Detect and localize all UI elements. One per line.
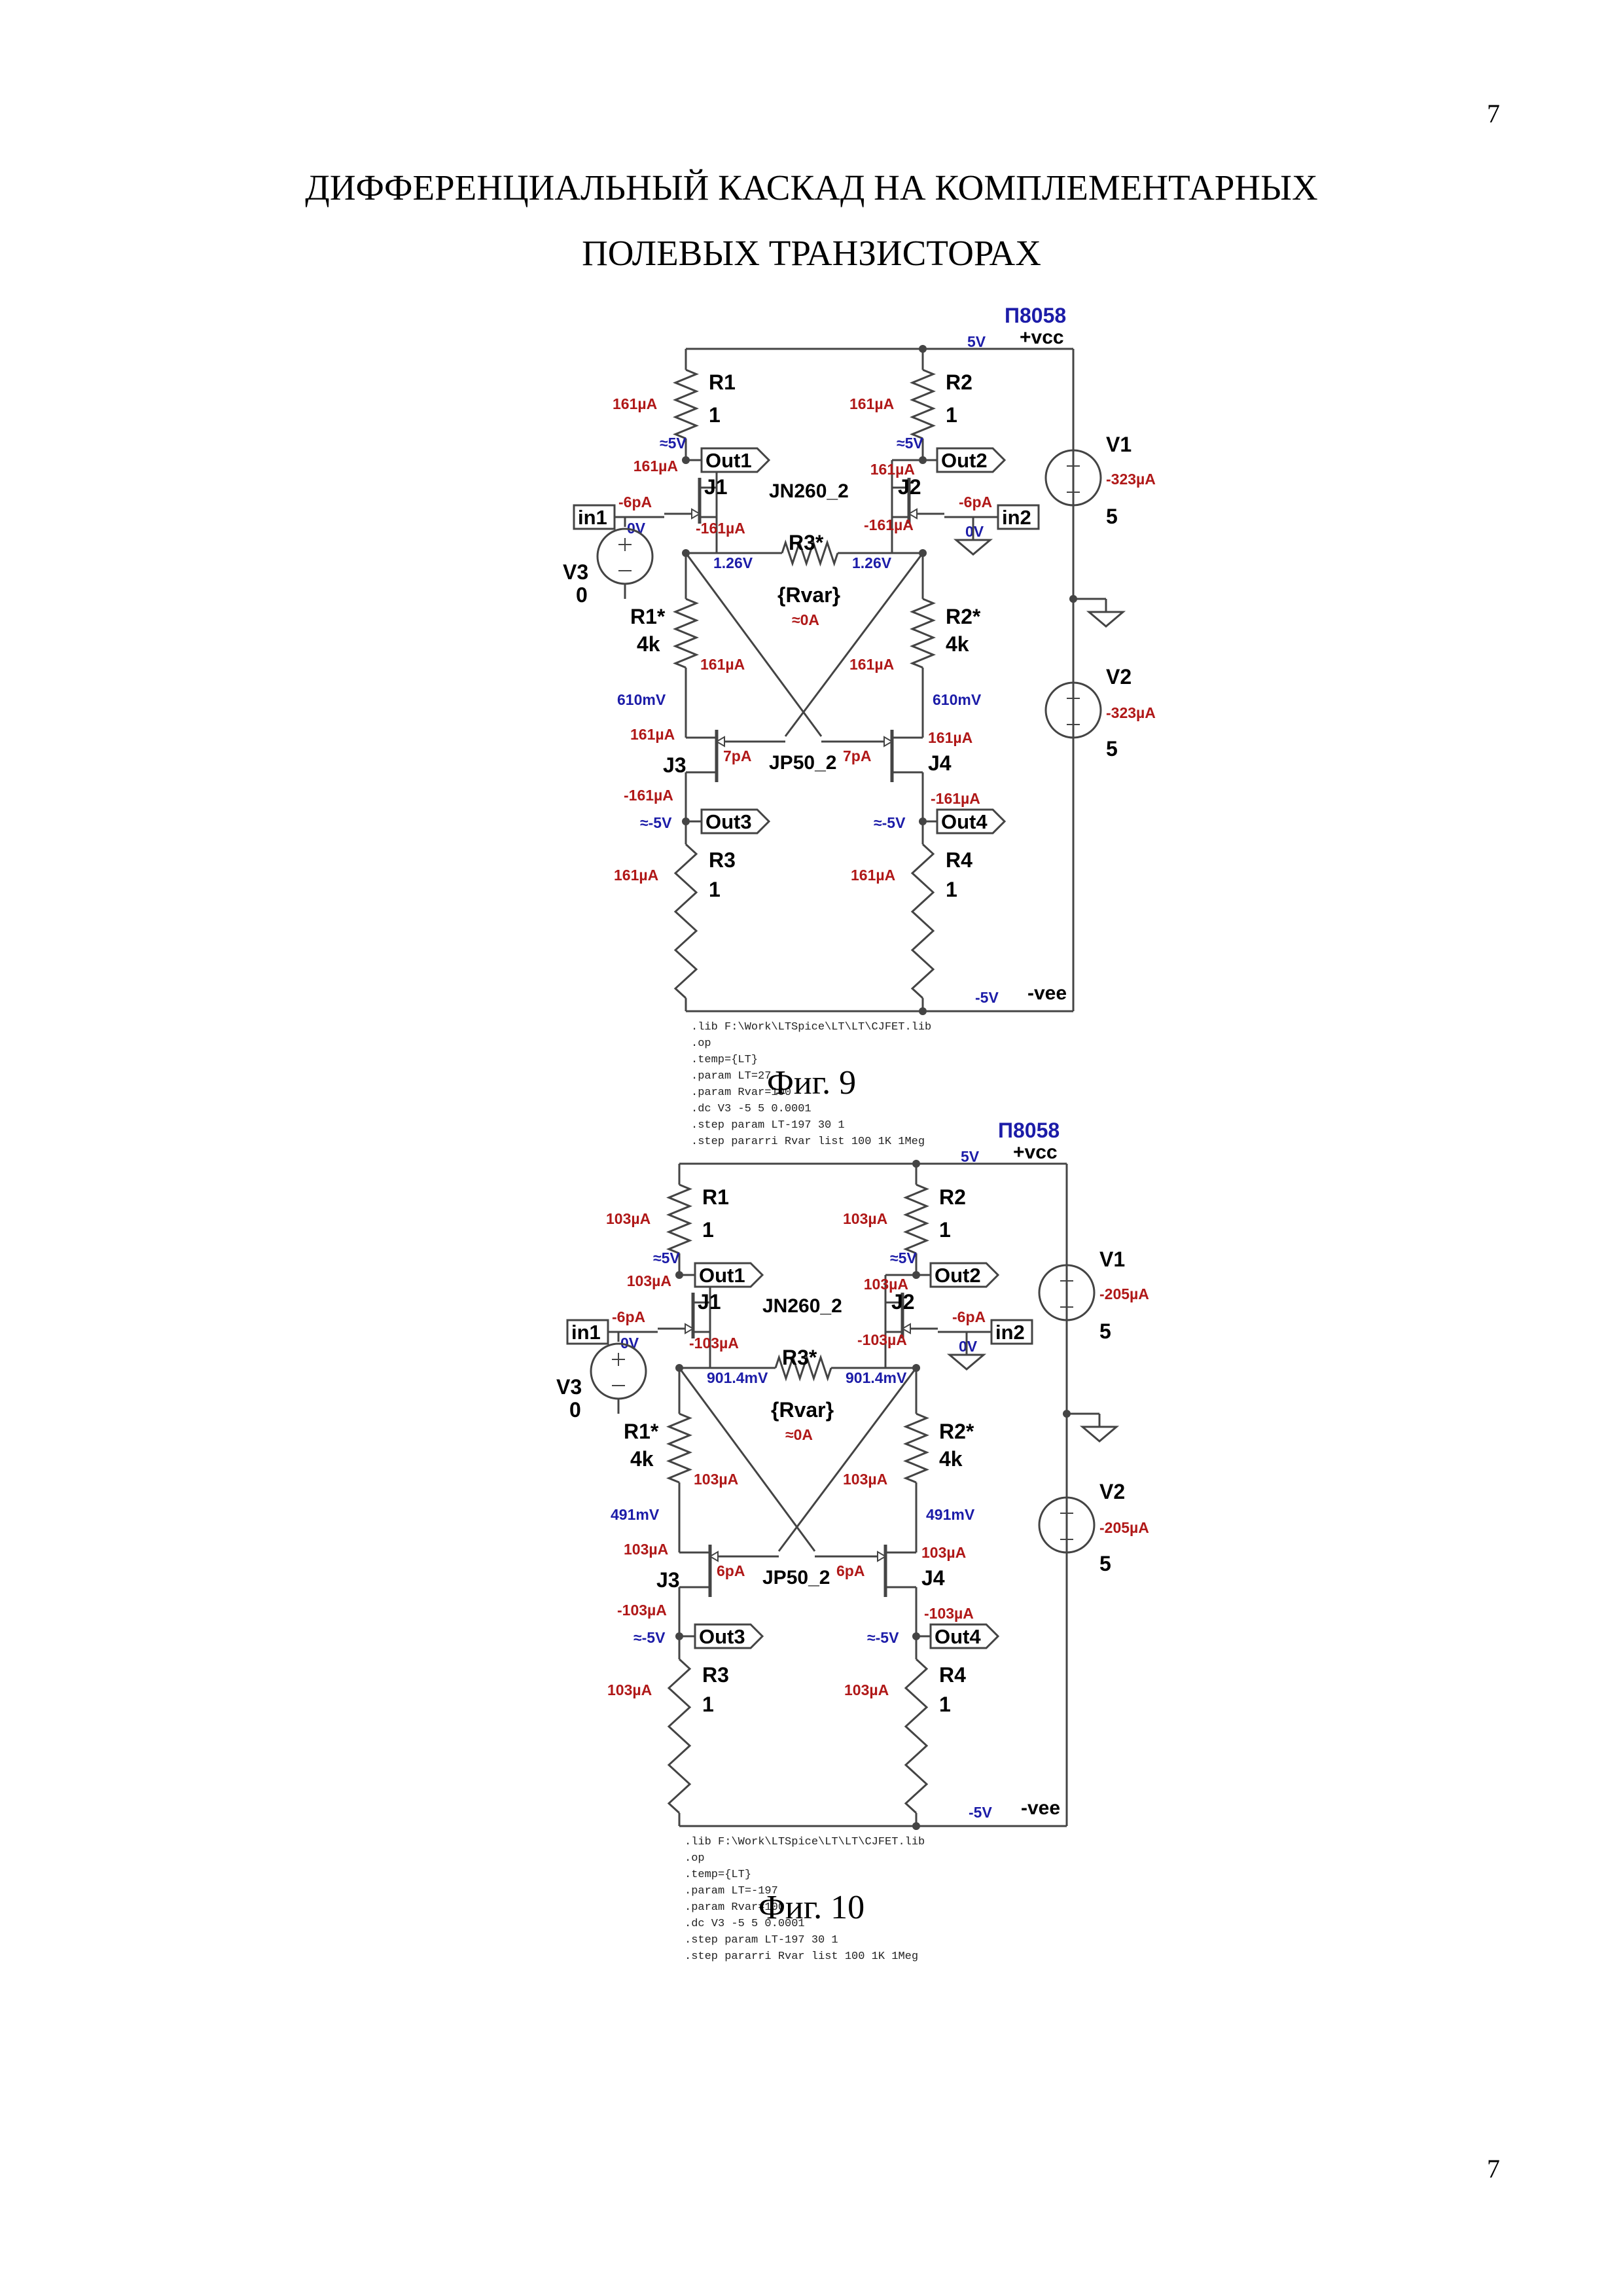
r2-label: R2 [946,370,972,394]
figure-9-caption: Фиг. 9 [766,1064,857,1102]
v2-label: V2 [1106,665,1132,689]
spice-line: .dc V3 -5 5 0.0001 [685,1918,805,1930]
spice-line: .temp={LT} [691,1054,758,1066]
j3-source-current: 103µA [624,1541,669,1558]
r1-star-current: 103µA [694,1471,739,1488]
r4-value: 1 [946,878,957,901]
vcc-label: +vcc [1020,327,1064,348]
ground-triangle [1082,1427,1116,1441]
r1-value: 1 [709,403,721,427]
r1-value: 1 [702,1218,714,1242]
out3-label: Out3 [705,810,752,833]
j2-label: J2 [898,475,921,499]
out1-label: Out1 [705,449,752,472]
spice-line: .param Rvar=100 [685,1901,785,1914]
v2-current: -205µA [1099,1519,1149,1536]
ground-icon [1089,612,1123,626]
j3-drain-current: -161µA [624,787,673,804]
page-number-bottom: 7 [1487,2154,1500,2183]
v3-value: 0 [576,583,588,607]
node-voltage-right: 901.4mV [846,1369,907,1386]
j3-drain-current: -103µA [617,1602,667,1619]
spice-line: .step pararri Rvar list 100 1K 1Meg [691,1136,925,1148]
j1-source-current: -161µA [696,520,745,537]
spice-line: .lib F:\Work\LTSpice\LT\LT\CJFET.lib [691,1021,932,1033]
rvar-label: {Rvar} [771,1398,834,1422]
r4-current: 103µA [844,1681,889,1698]
node-voltage-out4: ≈-5V [874,814,906,831]
ground-icon [1082,1427,1116,1441]
resistor-r2-star [906,1414,927,1482]
v1-current: -323µA [1106,471,1156,488]
r1-star-label: R1* [624,1420,659,1443]
r2-value: 1 [946,403,957,427]
j4-drain-current: -161µA [931,790,980,807]
vcc-label: +vcc [1013,1141,1058,1163]
j2-source-current: -161µA [864,516,914,533]
v2-label: V2 [1099,1480,1126,1503]
j1-drain-current: 161µA [633,457,678,475]
page-number-top: 7 [1487,99,1500,128]
resistor-r4 [912,844,933,998]
r2-star-current: 161µA [849,656,895,673]
v3-value: 0 [569,1398,581,1422]
r4-label: R4 [939,1663,966,1687]
r1-label: R1 [709,370,736,394]
r2-star-label: R2* [939,1420,974,1443]
resistor-r1-star [675,599,696,668]
gate3-current: 6pA [717,1562,745,1579]
schematic-svg [0,1106,1623,1911]
j2-label: J2 [891,1290,915,1314]
node-voltage-out2: ≈5V [890,1249,917,1266]
figure-9-schematic [0,291,1623,1148]
resistor-r1 [669,1185,690,1253]
r4-value: 1 [939,1693,951,1716]
j1-drain-current: 103µA [626,1272,671,1289]
v3-label: V3 [563,560,589,584]
in2-label: in2 [1002,506,1031,529]
r4-label: R4 [946,848,972,872]
jp50-label: JP50_2 [762,1567,830,1588]
resistor-r2-star [912,599,933,668]
ground-triangle [1089,612,1123,626]
j1-label: J1 [704,475,728,499]
gate3-current: 7pA [723,747,752,764]
v1-value: 5 [1106,505,1118,528]
out2-label: Out2 [935,1264,981,1287]
gate1-current: -6pA [612,1308,646,1325]
vcc-voltage: 5V [967,333,986,350]
r1-current: 103µA [606,1210,651,1227]
node-voltage-out1: ≈5V [660,435,687,452]
spice-line: .param LT=-197 [685,1885,778,1897]
gate1-voltage: 0V [620,1335,639,1352]
r3-value: 1 [709,878,721,901]
r2-label: R2 [939,1185,966,1209]
r2-star-value: 4k [939,1447,963,1471]
spice-line: .param Rvar=100 [691,1086,792,1099]
spice-line: .op [691,1037,711,1050]
mid-voltage-right: 491mV [926,1506,975,1523]
gate4-current: 6pA [836,1562,865,1579]
v2-value: 5 [1099,1552,1111,1575]
spice-line: .op [685,1852,705,1865]
gate2-current: -6pA [959,493,993,511]
r3-current: 161µA [614,867,659,884]
node-voltage-left: 901.4mV [707,1369,768,1386]
voltage-source-v3 [591,1344,646,1399]
spice-line: .step pararri Rvar list 100 1K 1Meg [685,1950,919,1963]
j4-label: J4 [928,751,952,775]
v1-current: -205µA [1099,1285,1149,1302]
j1-source-current: -103µA [689,1335,739,1352]
spice-line: .dc V3 -5 5 0.0001 [691,1103,812,1115]
title-line-2: ПОЛЕВЫХ ТРАНЗИСТОРАХ [582,233,1041,273]
ground-triangle [956,540,990,554]
mid-voltage-right: 610mV [933,691,982,708]
spice-line: .step param LT-197 30 1 [691,1119,845,1132]
node-voltage-out4: ≈-5V [867,1629,899,1646]
j2-drain-current: 161µA [870,461,915,478]
r1-star-value: 4k [637,632,660,656]
out4-label: Out4 [941,810,988,833]
r1-star-label: R1* [630,605,666,628]
ground-triangle [950,1355,984,1369]
jfet-j1 [664,478,700,524]
gate1-current: -6pA [618,493,652,511]
vcc-voltage: 5V [961,1148,980,1165]
r3-label: R3 [702,1663,729,1687]
r2-current: 161µA [849,395,895,412]
v2-current: -323µA [1106,704,1156,721]
r3-star-current: ≈0A [785,1426,813,1443]
rvar-label: {Rvar} [777,583,841,607]
cross-wire [779,1368,916,1551]
resistor-r2 [912,370,933,439]
node-voltage-out2: ≈5V [897,435,923,452]
j2-drain-current: 103µA [863,1276,908,1293]
j1-label: J1 [698,1290,721,1314]
out1-label: Out1 [699,1264,745,1287]
r1-current: 161µA [613,395,658,412]
figure-10-caption: Фиг. 10 [758,1889,865,1926]
r3-star-current: ≈0A [792,611,820,628]
spice-line: .temp={LT} [685,1869,752,1881]
spice-line: .param LT=27 [691,1070,772,1083]
r2-current: 103µA [843,1210,888,1227]
j4-label: J4 [921,1566,945,1590]
j3-label: J3 [656,1568,680,1592]
r3-current: 103µA [607,1681,652,1698]
v1-label: V1 [1099,1247,1126,1271]
out3-label: Out3 [699,1625,745,1648]
jn260-label: JN260_2 [769,480,849,502]
vee-label: -vee [1021,1797,1061,1819]
voltage-source-v3 [597,529,652,584]
node-voltage-left: 1.26V [713,554,753,571]
voltage-source-circle [597,529,652,584]
gate2-voltage: 0V [959,1338,978,1355]
vee-label: -vee [1027,982,1067,1004]
resistor-r1-star [669,1414,690,1482]
j4-source-current: 103µA [921,1544,967,1561]
resistor-r4 [906,1659,927,1813]
mid-voltage-left: 491mV [611,1506,660,1523]
jfet-j1 [658,1293,693,1338]
node-voltage-out3: ≈-5V [633,1629,666,1646]
r4-current: 161µA [851,867,896,884]
vee-voltage: -5V [969,1804,992,1821]
node-voltage-out3: ≈-5V [640,814,672,831]
v1-label: V1 [1106,433,1132,456]
out4-label: Out4 [935,1625,981,1648]
r1-star-current: 161µA [700,656,745,673]
voltage-source-circle [591,1344,646,1399]
vee-voltage: -5V [975,989,999,1006]
spice-line: .lib F:\Work\LTSpice\LT\LT\CJFET.lib [685,1836,925,1848]
schematic-svg [0,291,1623,1096]
j4-source-current: 161µA [928,729,973,746]
r3-label: R3 [709,848,736,872]
in2-label: in2 [995,1321,1025,1344]
mid-voltage-left: 610mV [617,691,666,708]
j3-source-current: 161µA [630,726,675,743]
cross-wire [686,553,821,736]
r2-star-label: R2* [946,605,981,628]
cross-wire [785,553,923,736]
gate2-current: -6pA [952,1308,986,1325]
resistor-r3 [675,844,696,998]
gate1-voltage: 0V [627,520,646,537]
resistor-r3 [669,1659,690,1813]
gate2-voltage: 0V [965,523,984,540]
r2-star-current: 103µA [843,1471,888,1488]
r3-star-label: R3* [789,531,824,554]
r3-value: 1 [702,1693,714,1716]
cross-wire [679,1368,815,1551]
title-line-1: ДИФФЕРЕНЦИАЛЬНЫЙ КАСКАД НА КОМПЛЕМЕНТАРНЫХ [305,168,1318,207]
r1-star-value: 4k [630,1447,654,1471]
project-id: П8058 [998,1119,1060,1142]
resistor-r1 [675,370,696,439]
project-id: П8058 [1005,304,1067,327]
resistor-r2 [906,1185,927,1253]
j2-source-current: -103µA [857,1331,907,1348]
r2-value: 1 [939,1218,951,1242]
ground-icon [950,1355,984,1369]
j3-label: J3 [663,753,687,777]
spice-line: .step param LT-197 30 1 [685,1934,838,1946]
r1-label: R1 [702,1185,729,1209]
in1-label: in1 [578,506,607,529]
node-voltage-right: 1.26V [852,554,892,571]
ground-icon [956,540,990,554]
jn260-label: JN260_2 [762,1295,842,1317]
v3-label: V3 [556,1375,582,1399]
figure-10-schematic [0,1106,1623,1963]
in1-label: in1 [571,1321,601,1344]
gate4-current: 7pA [843,747,872,764]
out2-label: Out2 [941,449,988,472]
r2-star-value: 4k [946,632,969,656]
r3-star-label: R3* [782,1346,817,1369]
v1-value: 5 [1099,1319,1111,1343]
v2-value: 5 [1106,737,1118,761]
jp50-label: JP50_2 [769,752,837,774]
j4-drain-current: -103µA [924,1605,974,1622]
node-voltage-out1: ≈5V [653,1249,680,1266]
